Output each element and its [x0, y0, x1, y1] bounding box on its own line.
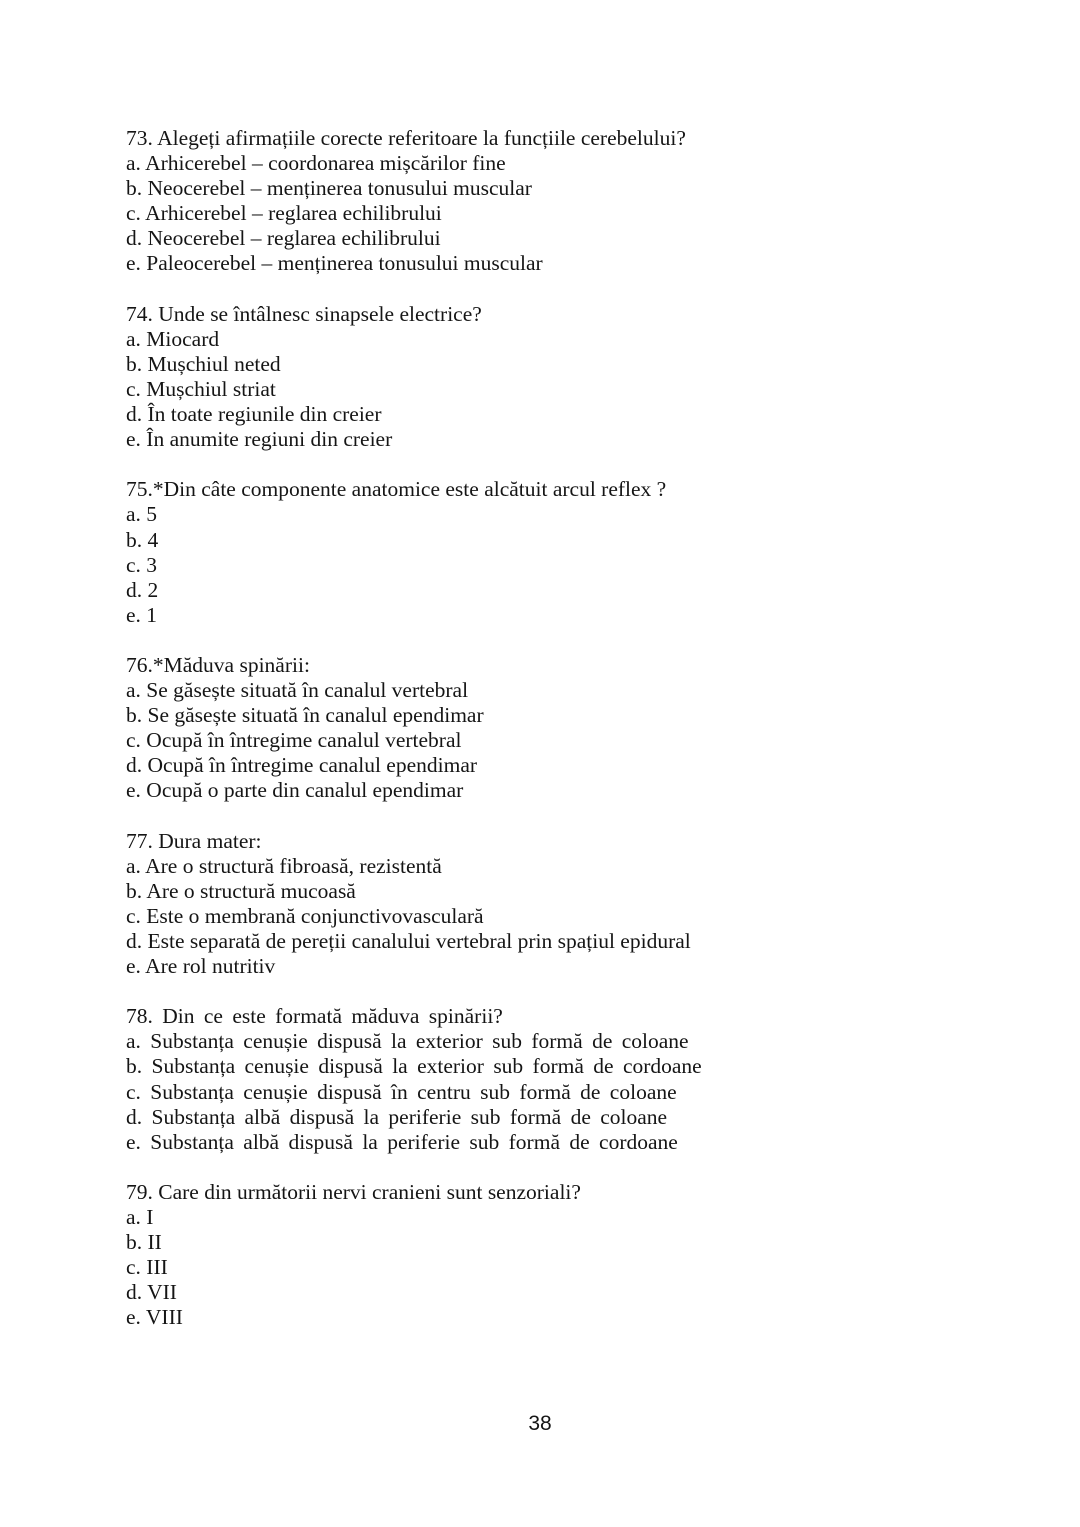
- answer-option-d: d. Substanța albă dispusă la periferie sub formă de coloane: [126, 1104, 668, 1129]
- answer-option-c: c. Mușchiul striat: [126, 376, 276, 401]
- answer-option-b: b. Se găsește situată în canalul ependimar: [126, 703, 484, 728]
- answer-option-b: b. Are o structură mucoasă: [126, 878, 356, 903]
- question-text: 74. Unde se întâlnesc sinapsele electrice?: [126, 301, 482, 326]
- answer-option-e: e. Paleocerebel – menținerea tonusului muscular: [126, 251, 543, 276]
- answer-option-a: a. I: [126, 1205, 154, 1230]
- question-block-75: [126, 477, 1056, 628]
- answer-option-a: a. Substanța cenușie dispusă la exterior sub formă de coloane: [126, 1029, 689, 1054]
- answer-option-a: a. Se găsește situată în canalul vertebral: [126, 678, 469, 703]
- answer-option-b: b. Neocerebel – menținerea tonusului muscular: [126, 176, 532, 201]
- answer-option-c: c. Substanța cenușie dispusă în centru sub formă de coloane: [126, 1079, 677, 1104]
- answer-option-d: d. Este separată de pereții canalului vertebral prin spațiul epidural: [126, 929, 691, 953]
- question-block-77: [126, 829, 1056, 980]
- answer-option-c: c. Este o membrană conjunctivovasculară: [126, 903, 484, 928]
- answer-option-e: e. Substanța albă dispusă la periferie sub formă de cordoane: [126, 1129, 678, 1154]
- question-text: 75.*Din câte componente anatomice este alcătuit arcul reflex ?: [126, 477, 667, 502]
- answer-option-a: a. Miocard: [126, 326, 220, 351]
- answer-option-b: b. II: [126, 1230, 162, 1255]
- question-text: 73. Alegeți afirmațiile corecte referitoare la funcțiile cerebelului?: [126, 126, 686, 150]
- questions-list: [126, 126, 1056, 1356]
- question-block-76: [126, 653, 1056, 804]
- answer-option-c: c. III: [126, 1255, 168, 1280]
- question-text: 79. Care din următorii nervi cranieni sunt senzoriali?: [126, 1179, 581, 1204]
- answer-option-a: a. Arhicerebel – coordonarea mișcărilor fine: [126, 151, 506, 176]
- answer-option-e: e. Ocupă o parte din canalul ependimar: [126, 778, 464, 803]
- answer-option-b: b. 4: [126, 527, 159, 552]
- answer-option-e: e. VIII: [126, 1305, 183, 1330]
- question-text: 77. Dura mater:: [126, 828, 262, 853]
- answer-option-d: d. Neocerebel – reglarea echilibrului: [126, 226, 441, 251]
- question-block-73: [126, 126, 1056, 277]
- answer-option-e: e. În anumite regiuni din creier: [126, 427, 393, 452]
- answer-option-b: b. Mușchiul neted: [126, 351, 281, 376]
- answer-option-c: c. Arhicerebel – reglarea echilibrului: [126, 201, 442, 226]
- question-text: 76.*Măduva spinării:: [126, 652, 310, 677]
- question-block-78: [126, 1004, 1056, 1155]
- answer-option-e: e. 1: [126, 602, 158, 627]
- answer-option-d: d. Ocupă în întregime canalul ependimar: [126, 753, 478, 778]
- answer-option-a: a. 5: [126, 502, 158, 527]
- answer-option-c: c. Ocupă în întregime canalul vertebral: [126, 728, 462, 753]
- answer-option-c: c. 3: [126, 552, 158, 577]
- answer-option-a: a. Are o structură fibroasă, rezistentă: [126, 853, 442, 878]
- answer-option-e: e. Are rol nutritiv: [126, 954, 276, 979]
- question-block-74: [126, 302, 1056, 453]
- page-footer: [0, 1412, 1080, 1436]
- question-block-79: [126, 1180, 1056, 1331]
- answer-option-b: b. Substanța cenușie dispusă la exterior sub formă de cordoane: [126, 1054, 702, 1079]
- answer-option-d: d. VII: [126, 1280, 177, 1305]
- answer-option-d: d. 2: [126, 577, 159, 602]
- answer-option-d: d. În toate regiunile din creier: [126, 402, 382, 427]
- page-number: 38: [528, 1412, 552, 1435]
- question-text: 78. Din ce este formată măduva spinării?: [126, 1004, 503, 1029]
